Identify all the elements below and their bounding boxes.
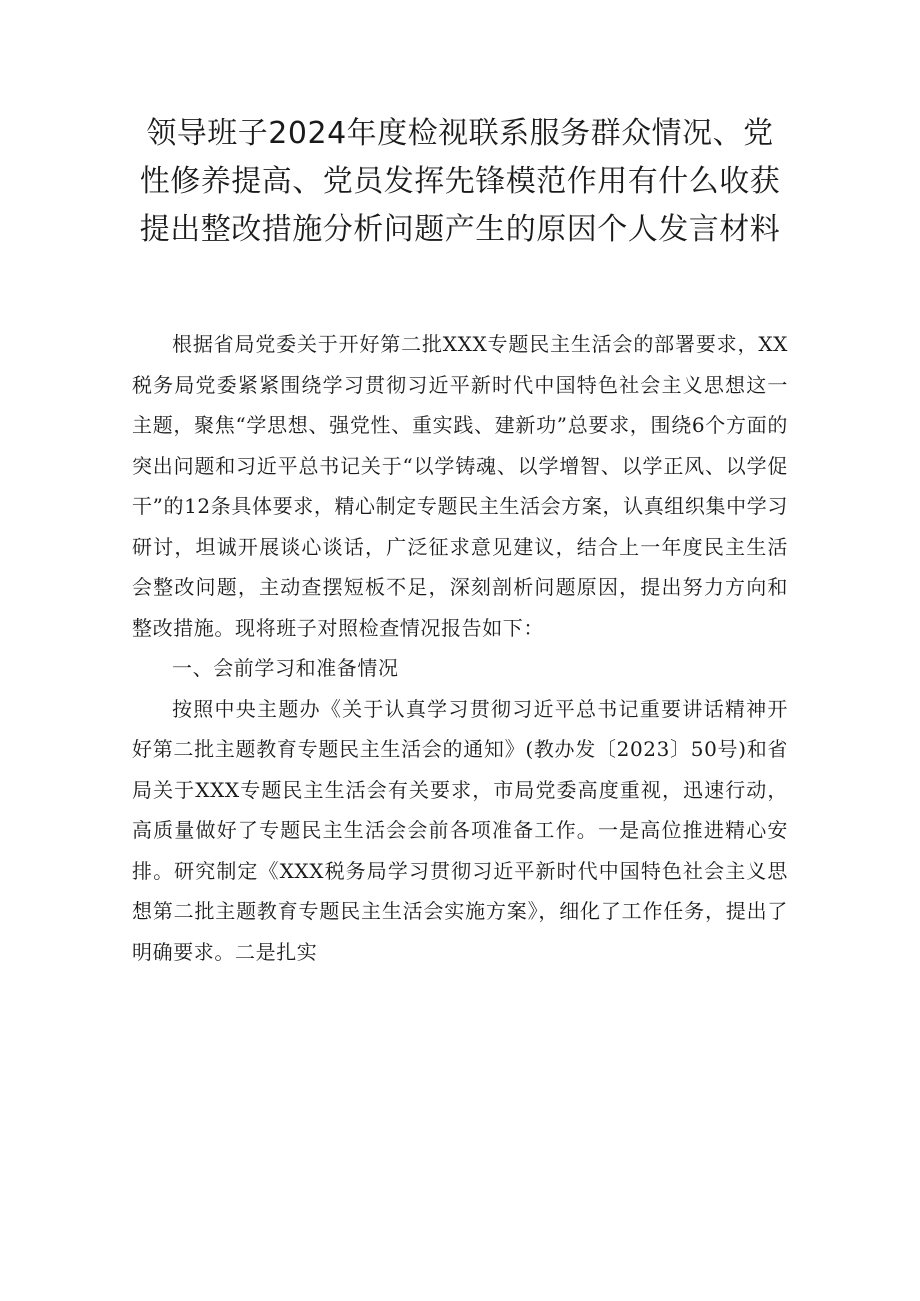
section-paragraph: 按照中央主题办《关于认真学习贯彻习近平总书记重要讲话精神开好第二批主题教育专题民主生活会的通知》(教办发〔2023〕50号)和省局关于XXX专题民主生活会有关要求，市局党委高度重视，迅速行动，高质量做好了专题民主生活会会前各项准备工作。一是高位推进精心安排。研究制定《XXX税务局学习贯彻习近平新时代中国特色社会主义思想第二批主题教育专题民主生活会实施方案》，细化了工作任务，提出了明确要求。二是扎实 — [132, 696, 788, 964]
document-title: 领导班子2024年度检视联系服务群众情况、党性修养提高、党员发挥先锋模范作用有什么收获提出整改措施分析问题产生的原因个人发言材料 — [139, 116, 781, 247]
section-heading: 一、会前学习和准备情况 — [172, 656, 399, 680]
intro-paragraph: 根据省局党委关于开好第二批XXX专题民主生活会的部署要求，XX税务局党委紧紧围绕学习贯彻习近平新时代中国特色社会主义思想这一主题，聚焦“学思想、强党性、重实践、建新功”总要求，围绕6个方面的突出问题和习近平总书记关于“以学铸魂、以学增智、以学正风、以学促干”的12条具体要求，精心制定专题民主生活会方案，认真组织集中学习研讨，坦诚开展谈心谈话，广泛征求意见建议，结合上一年度民主生活会整改问题，主动查摆短板不足，深刻剖析问题原因，提出努力方向和整改措施。现将班子对照检查情况报告如下： — [132, 332, 788, 640]
document-body — [132, 324, 788, 972]
